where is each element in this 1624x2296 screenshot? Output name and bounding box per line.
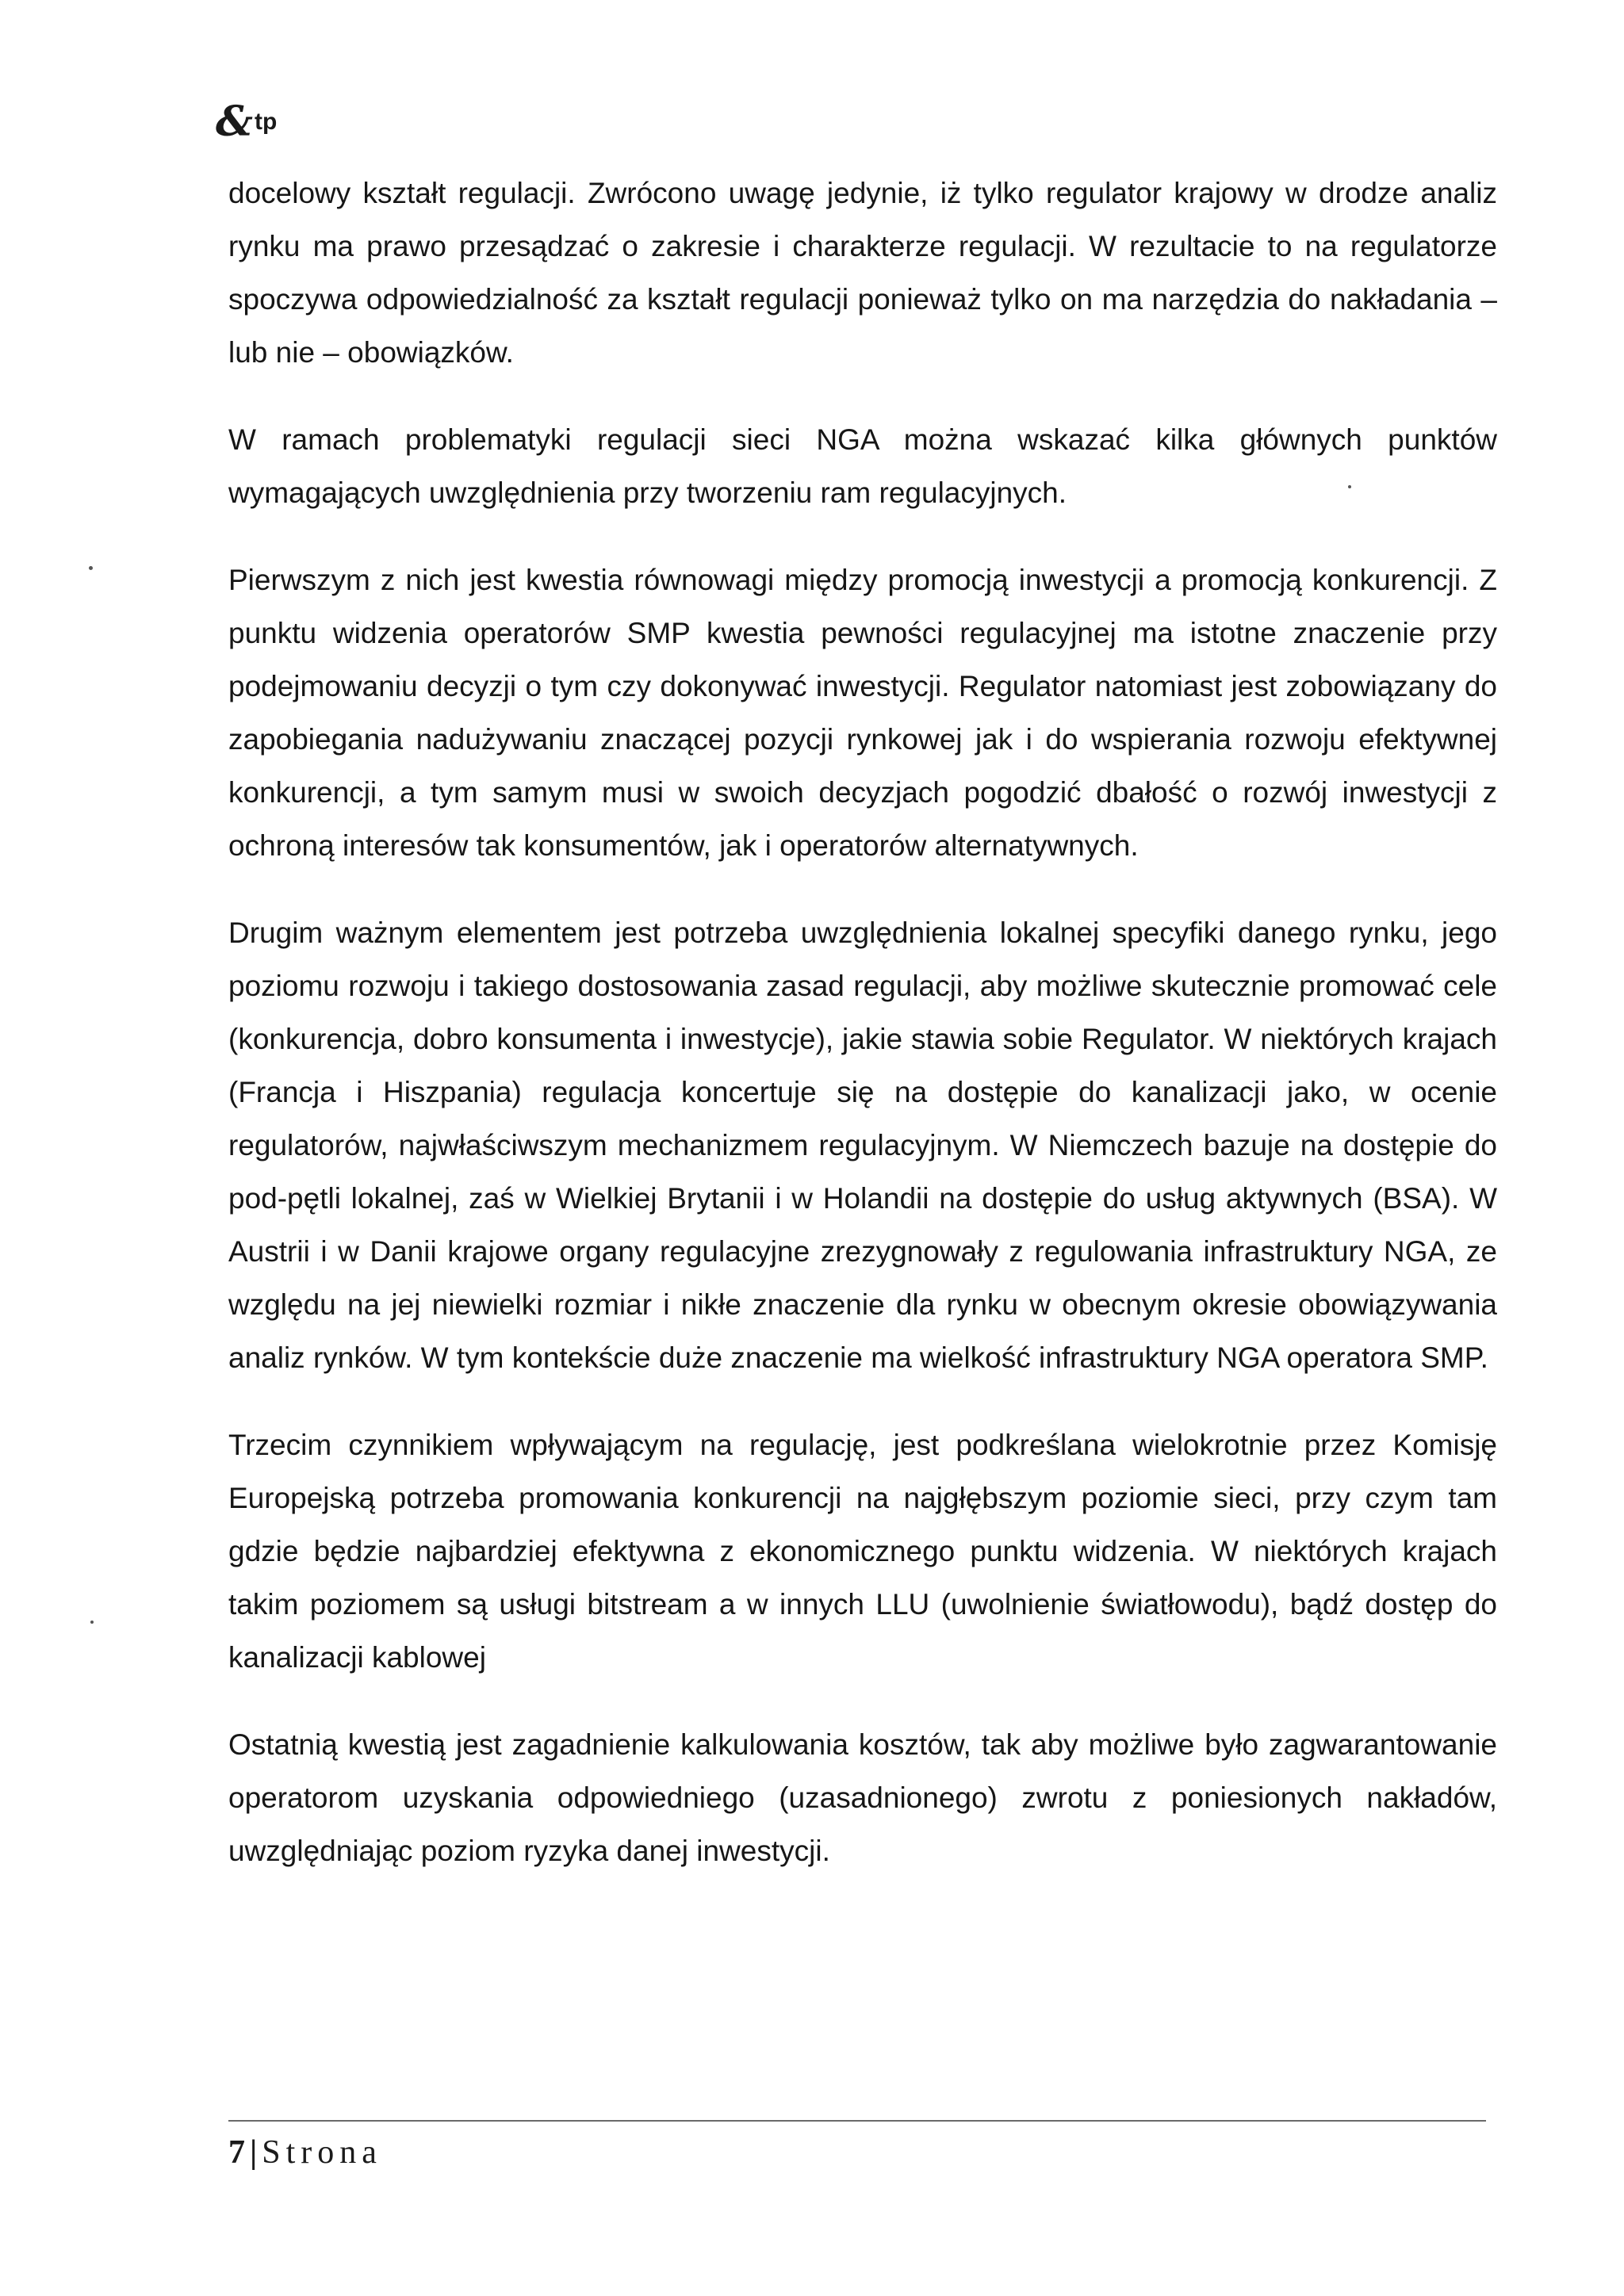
company-logo xyxy=(216,98,278,146)
paragraph-1: docelowy kształt regulacji. Zwrócono uwagę jedynie, iż tylko regulator krajowy w drodze analiz rynku ma prawo przesądzać o zakresie i charakterze regulacji. W rezultacie to na regulatorze spoczywa odpowiedzialność za kształt regulacji ponieważ tylko on ma narzędzia do nakładania – lub nie – obowiązków. xyxy=(228,177,1497,369)
scan-speck xyxy=(90,1621,94,1624)
logo-mark: & xyxy=(216,98,253,146)
paragraph-4: Drugim ważnym elementem jest potrzeba uwzględnienia lokalnej specyfiki danego rynku, jego poziomu rozwoju i takiego dostosowania zasad regulacji, aby możliwe skutecznie promować cele (konkurencja, dobro konsumenta i inwestycje), jakie stawia sobie Regulator. W niektórych krajach (Francja i Hiszpania) regulacja koncertuje się na dostępie do kanalizacji jako, w ocenie regulatorów, najwłaściwszym mechanizmem regulacyjnym. W Niemczech bazuje na dostępie do pod-pętli lokalnej, zaś w Wielkiej Brytanii i w Holandii na dostępie do usług aktywnych (BSA). W Austrii i w Danii krajowe organy regulacyjne zrezygnowały z regulowania infrastruktury NGA, ze względu na jej niewielki rozmiar i nikłe znaczenie dla rynku w obecnym okresie obowiązywania analiz rynków. W tym kontekście duże znaczenie ma wielkość infrastruktury NGA operatora SMP. xyxy=(228,916,1497,1374)
footer-separator: | xyxy=(250,2134,258,2171)
page-label: Strona xyxy=(262,2134,382,2171)
footer-divider xyxy=(228,2120,1486,2122)
scan-speck xyxy=(89,566,93,570)
page-number: 7 xyxy=(228,2134,245,2171)
paragraph-2: W ramach problematyki regulacji sieci NGA można wskazać kilka głównych punktów wymagających uwzględnienia przy tworzeniu ram regulacyjnych. xyxy=(228,423,1497,509)
paragraph-6: Ostatnią kwestią jest zagadnienie kalkulowania kosztów, tak aby możliwe było zagwarantowanie operatorom uzyskania odpowiedniego (uzasadnionego) zwrotu z poniesionych nakładów, uwzględniając poziom ryzyka danej inwestycji. xyxy=(228,1728,1497,1867)
scan-speck xyxy=(1348,485,1351,488)
logo-suffix: tp xyxy=(254,109,278,135)
paragraph-3: Pierwszym z nich jest kwestia równowagi między promocją inwestycji a promocją konkurencji. Z punktu widzenia operatorów SMP kwestia pewności regulacyjnej ma istotne znaczenie przy podejmowaniu decyzji o tym czy dokonywać inwestycji. Regulator natomiast jest zobowiązany do zapobiegania nadużywaniu znaczącej pozycji rynkowej jak i do wspierania rozwoju efektywnej konkurencji, a tym samym musi w swoich decyzjach pogodzić dbałość o rozwój inwestycji z ochroną interesów tak konsumentów, jak i operatorów alternatywnych. xyxy=(228,564,1497,862)
body-text xyxy=(228,166,1497,1911)
paragraph-5: Trzecim czynnikiem wpływającym na regulację, jest podkreślana wielokrotnie przez Komisję Europejską potrzeba promowania konkurencji na najgłębszym poziomie sieci, przy czym tam gdzie będzie najbardziej efektywna z ekonomicznego punktu widzenia. W niektórych krajach takim poziomem są usługi bitstream a w innych LLU (uwolnienie światłowodu), bądź dostęp do kanalizacji kablowej xyxy=(228,1429,1497,1674)
page-footer xyxy=(228,2133,382,2172)
